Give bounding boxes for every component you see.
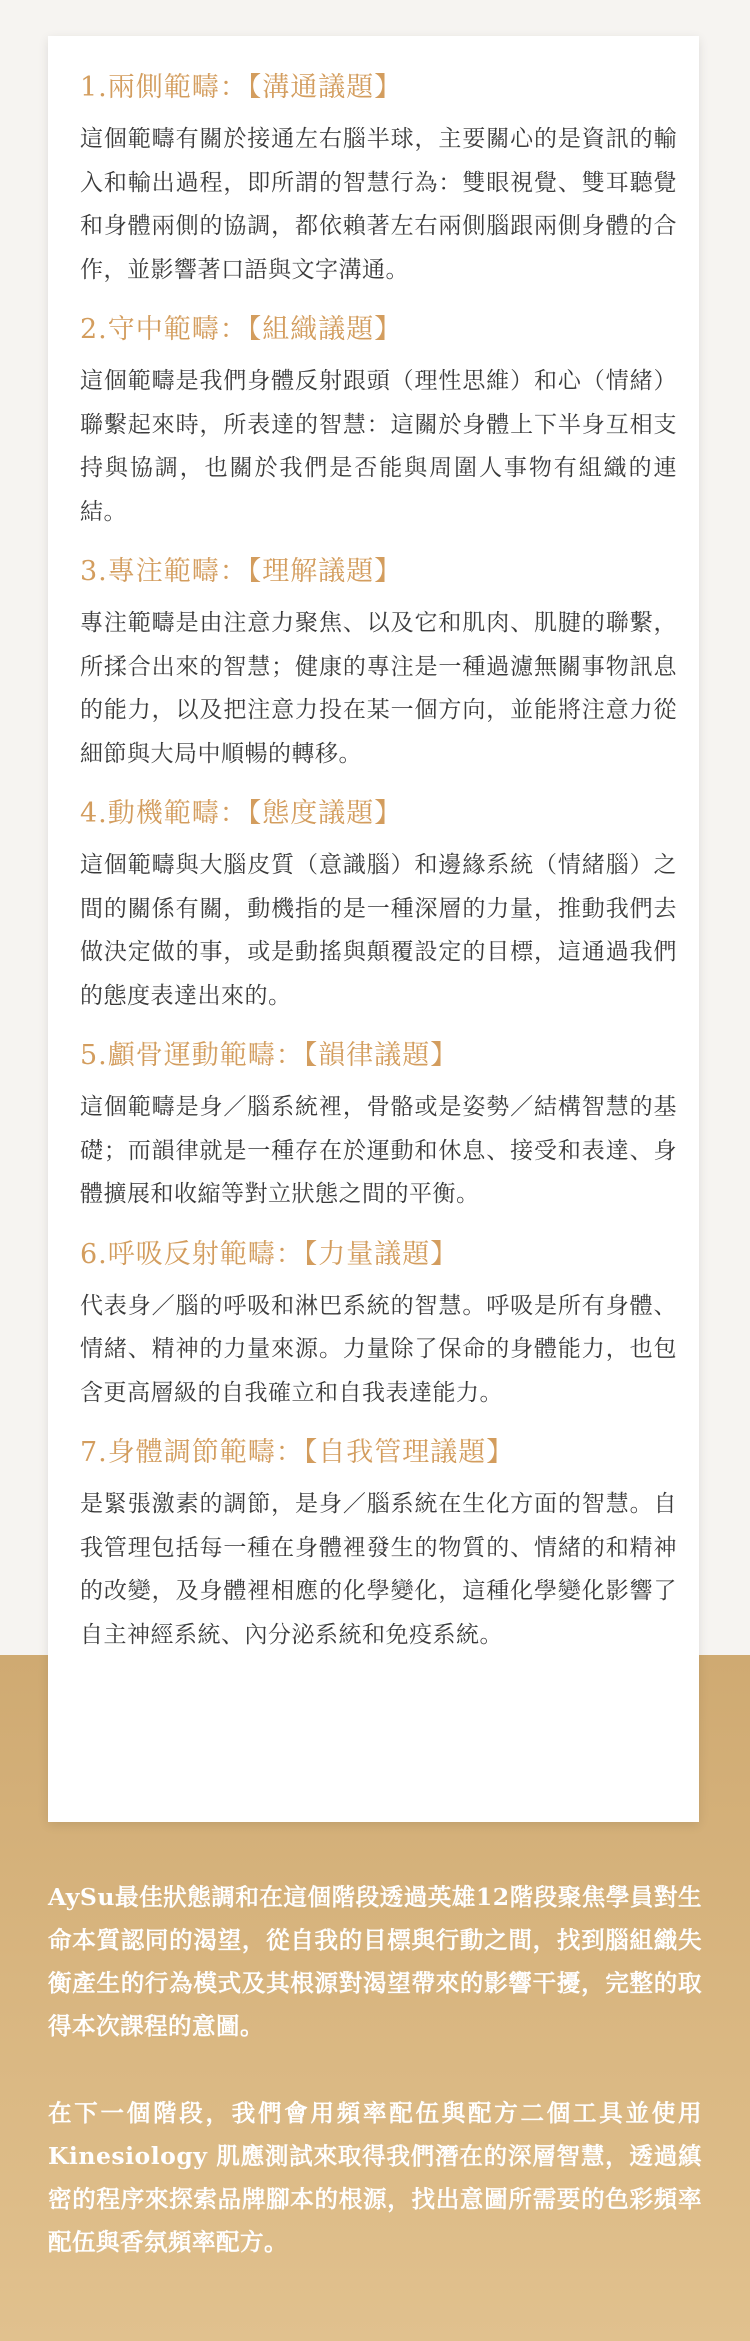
section-title: 1.兩側範疇：【溝通議題】 [80, 72, 403, 103]
section-body: 這個範疇是身／腦系統裡，骨骼或是姿勢／結構智慧的基礎；而韻律就是一種存在於運動和休息、接受和表達、身體擴展和收縮等對立狀態之間的平衡。 [80, 1094, 677, 1207]
content-card [48, 36, 699, 1822]
section-title: 4.動機範疇：【態度議題】 [80, 798, 403, 829]
section-regulation [80, 1435, 677, 1657]
section-title: 5.顱骨運動範疇：【韻律議題】 [80, 1040, 459, 1071]
section-body: 專注範疇是由注意力聚焦、以及它和肌肉、肌腱的聯繫，所揉合出來的智慧；健康的專注是一種過濾無關事物訊息的能力，以及把注意力投在某一個方向，並能將注意力從細節與大局中順暢的轉移。 [80, 610, 677, 767]
section-body: 這個範疇與大腦皮質（意識腦）和邊緣系統（情緒腦）之間的關係有關，動機指的是一種深層的力量，推動我們去做決定做的事，或是動搖與顛覆設定的目標，這通過我們的態度表達出來的。 [80, 852, 677, 1009]
section-title: 7.身體調節範疇：【自我管理議題】 [80, 1437, 515, 1468]
section-title: 6.呼吸反射範疇：【力量議題】 [80, 1238, 459, 1270]
section-title: 2.守中範疇：【組織議題】 [80, 314, 403, 345]
next-stage-paragraph: 在下一個階段，我們會用頻率配伍與配方二個工具並使用 Kinesiology 肌應測試來取得我們潛在的深層智慧，透過縝密的程序來探索品牌腳本的根源，找出意圖所需要的色彩頻率配伍與香氛頻率配方。 [48, 2099, 702, 2256]
section-focus [80, 554, 677, 776]
section-respiratory [80, 1237, 677, 1416]
section-centering [80, 312, 677, 534]
section-cranial [80, 1038, 677, 1217]
section-body: 這個範疇有關於接通左右腦半球，主要關心的是資訊的輸入和輸出過程，即所謂的智慧行為：雙眼視覺、雙耳聽覺和身體兩側的協調，都依賴著左右兩側腦跟兩側身體的合作，並影響著口語與文字溝通。 [80, 126, 677, 283]
section-body: 這個範疇是我們身體反射跟頭（理性思維）和心（情緒）聯繫起來時，所表達的智慧：這關於身體上下半身互相支持與協調，也關於我們是否能與周圍人事物有組織的連結。 [80, 368, 677, 525]
section-title: 3.專注範疇：【理解議題】 [80, 556, 403, 587]
section-body: 是緊張激素的調節，是身／腦系統在生化方面的智慧。自我管理包括每一種在身體裡發生的物質的、情緒的和精神的改變，及身體裡相應的化學變化，這種化學變化影響了自主神經系統、內分泌系統和免疫系統。 [80, 1491, 677, 1648]
section-bilateral [80, 70, 677, 292]
intro-paragraph: AySu最佳狀態調和在這個階段透過英雄12階段聚焦學員對生命本質認同的渴望，從自我的目標與行動之間，找到腦組織失衡產生的行為模式及其根源對渴望帶來的影響干擾，完整的取得本次課程的意圖。 [48, 1883, 702, 2040]
section-body: 代表身／腦的呼吸和淋巴系統的智慧。呼吸是所有身體、情緒、精神的力量來源。力量除了保命的身體能力，也包含更高層級的自我確立和自我表達能力。 [80, 1292, 677, 1406]
section-motivation [80, 796, 677, 1018]
